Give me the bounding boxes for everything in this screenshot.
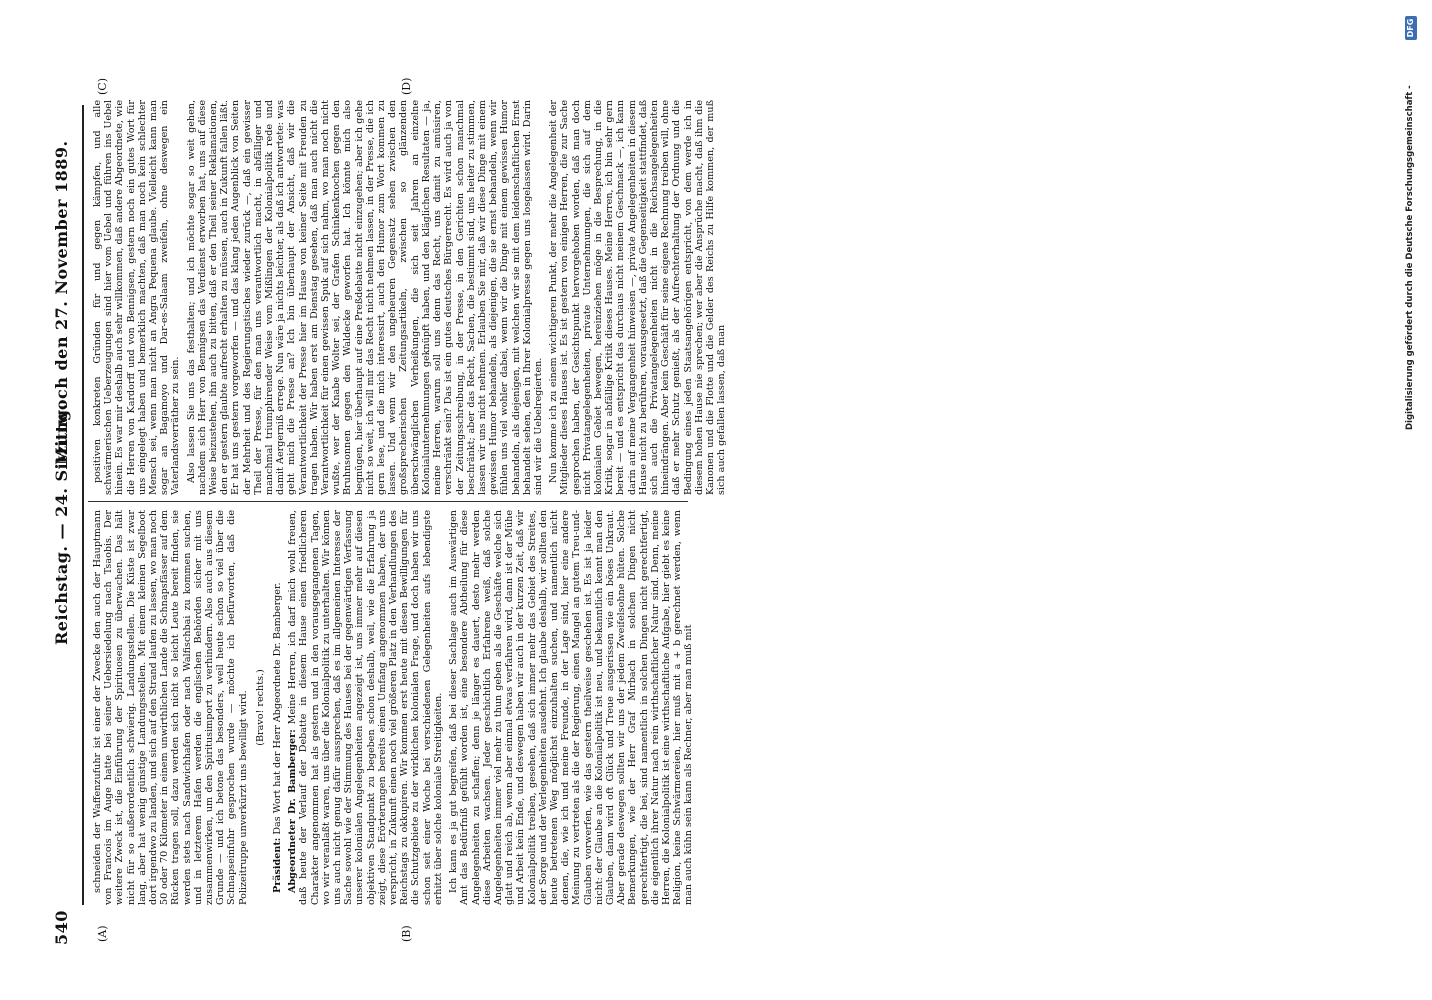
paragraph: Nun komme ich zu einem wichtigeren Punkt, der mehr die Angelegenheit der Mitglieder dieses Hauses ist. Es ist gestern von einigen Herren, die zur Sache gesprochen haben, der Gesichtspunkt hervorgehoben worden, daß man doch nicht Privatangelegenheiten, private Unternehmungen, die sich auf dem kolonialen Gebiet bewegen, hereinziehen möge in die Besprechung, in die Kritik, sogar in abfällige Kritik dieses Hauses. Meine Herren, ich bin sehr gern bereit — und es entspricht das durchaus nicht meinem Geschmack —, ich kann darin auf meine Vergangenheit hinweisen —, private Angelegenheiten in diesem Hause nicht zu berühren, vorausgesetzt, daß die Gegenseitigkeit stattfindet, daß sich auch die Privatangelegenheiten nicht in die Reichsangelegenheiten hineindrängen. Aber kein Geschäft für seine eigene Rechnung treiben will, ohne daß er mehr Schutz genießt, als der Aufrechterhaltung der Ordnung und die Bedingung eines jeden Staatsangehörigen entspricht, von dem werde ich in diesem hohen Hause nie sprechen; wer aber die Ansprüche macht, daß ihm die Kanonen und die Flotte und die Gelder des Reichs zu Hilfe kommen, der muß sich auch gefallen lassen, daß man: [548, 100, 728, 495]
page-header: [52, 65, 74, 945]
header-rule: [82, 105, 84, 905]
margin-marker-d: (D): [400, 77, 413, 95]
left-column: [92, 510, 695, 905]
paragraph: Also lassen Sie uns das festhalten; und ich möchte sogar so weit gehen, nachdem sich Herr von Bennigsen das Verdienst erworben hat, uns auf diese Weise beizustehen, ihn auch zu bitten, daß er den Theil seiner Reklamationen, den er gestern glaubte aufrecht erhalten zu müssen, auch in Zukunft fallen läßt. Er hat uns gestern vorgeworfen — und das klang jeden Augenblick von Seiten der Mehrheit und des Regierungstisches wieder zurück —, daß ein gewisser Theil der Presse, für den man uns verantwortlich macht, in abfälliger und manchmal triumphirender Weise vom Mißlingen der Kolonialpolitik rede und damit Aergerniß errege. Nun wäre ja nichts leichter, als daß ich antwortete: was geht mich die Presse an? Ich bin überhaupt der Ansicht, daß wir die Verantwortlichkeit der Presse hier im Hause von keiner Seite mit Freuden zu tragen haben. Wir haben erst am Dienstag gesehen, daß man auch nicht die Verantwortlichkeit für einen gewissen Spuk auf sich nahm, wo man noch nicht wußte, wer der Knabe Wolter sei, der Grafen Schinkenknochen gegen den Bruhnsonnen gegen den Waldecke geworfen hat. Ich könnte mich also begnügen, hier überhaupt auf eine Preßdebatte nicht einzugehen; aber ich gehe nicht so weit, ich will mir das Recht nicht nehmen lassen, in der Presse, die ich gern lese, und die mich interessirt, auch den Humor zum Wort kommen zu lassen. Und wenn wir den ungeheuren Gegensatz sehen zwischen den großsprecherischen Zeitungsartikeln, zwischen so glänzenden überschwänglichen Verheißungen, die sich seit Jahren an einzelne Kolonialunternehmungen geknüpft haben, und den kläglichen Resultaten — ja, meine Herren, warum soll uns denn das Recht, uns damit zu amüsiren, verschränkt sein? Das ist ein gutes deutsches Bürgerrecht. Es wird auch ja von der Zeitungsschreibung, in der Presse, in den Gerichten schon manchmal beschränkt; aber das Recht, Sachen, die bestimmt sind, uns heiter zu stimmen, lassen wir uns nicht nehmen. Erlauben Sie mir, daß wir diese Dinge mit einem gewissen Humor behandeln, als diejenigen, die sie ernst behandeln, wenn wir fühlen uns viel wohler dabei, wenn wir die Dinge mit einem gewissen Humor behandeln, als diejenigen, mit welchen wir sie mit dem leidenschaftlichen Ernst behandelt sehen, den in Ihrer Kolonialpresse gegen uns losgelassen wird. Darin sind wir die Uebelregierten.: [185, 100, 544, 495]
paragraph: Ich kann es ja gut begreifen, daß bei dieser Sachlage auch im Auswärtigen Amt das Bedürfniß gefühlt worden ist, eine besondere Abtheilung für diese Angelegenheiten zu schaffen; denn je länger es dauert, desto mehr werden diese Arbeiten wachsen. Jeder geschichtlich Erfahrene weiß, daß solche Angelegenheiten immer viel mehr zu thun geben als die Geschäfte welche sich glatt und reich ab, wenn aber einmal etwas verfahren wird, dann ist der Mühe und Arbeit kein Ende, und deswegen haben wir auch in der kurzen Zeit, daß wir Kolonialpolitik treiben, gesehen, daß sich immer mehr das Gebiet des Streites, der Sorge und der Verlegenheiten ausdehnt. Ich glaube deshalb, wir sollten den heute betretenen Weg möglichst einzuhalten suchen, und namentlich nicht denen, die, wie ich und meine Freunde, in der Lage sind, hier eine andere Meinung zu vertreten als die der Regierung, einen Mangel an gutem Treu-und-Glauben vorwerfen, wie das gestern theilweise geschehen ist. Es ist ja leider nicht: der Glaube an die Kolonialpolitik ist neu, und bekanntlich kennt man den Glauben, dann wird oft Glück und Treue ausgerissen wie ein böses Unkraut. Aber gerade deswegen sollten wir uns der jedem Zweifelsohne hüten. Solche Bemerkungen, wie der Herr Graf Mirbach in solchen Dingen nicht gerechtfertigt, die bei, sind namentlich in solchen Dingen nicht gerechtfertigt, die eigentlich ihrer Natur nach rein wirthschaftlicher Natur sind. Denn, meine Herren, die Kolonialpolitik ist eine wirthschaftliche Aufgabe, hier giebt es keine Religion, keine Schwärmereien, hier muß mit a + b gerechnet werden, wenn man auch kühn sein kann als Rechner, aber man muß mit: [448, 510, 695, 905]
column-divider: [88, 501, 688, 502]
dfg-logo: DFG: [1405, 16, 1417, 40]
margin-marker-b: (B): [400, 925, 413, 942]
applause-note: (Bravo! rechts.): [254, 669, 266, 746]
margin-marker-a: (A): [96, 925, 109, 942]
paragraph: positiven konkreten Gründen für und gegen kämpfen, und alle schwärmerischen Ueberzeugungen sind hier vom Uebel und führen ins Uebel hinein. Es war mir deshalb auch sehr willkommen, daß andere Abgeordnete, wie die Herren von Kardorff und von Bennigsen, gestern noch ein gutes Wort für uns eingelegt haben und bemerklich machten, daß man noch kein schlechter Mensch sei, wenn man nicht an Angra Pequena glaube. Vielleicht kann man sogar an Bagamoyo und Dar-es-Salaam zweifeln, ohne deswegen ein Vaterlandsverräther zu sein.: [92, 100, 182, 495]
speaker-label: Präsident:: [272, 837, 284, 893]
digitization-credit: Digitalisierung gefördert durch die Deutsche Forschungsgemeinschaft -: [1405, 85, 1415, 430]
speaker-label: Abgeordneter Dr. Bamberger:: [287, 729, 299, 893]
page-number: 540: [52, 910, 71, 945]
session-date: Mittwoch den 27. November 1889.: [52, 140, 71, 465]
speech-text: Meine Herren, ich darf mich wohl freuen, daß heute der Verlauf der Debatte in diesem Hause einen friedlicheren Charakter angenommen hat als gestern und in den vorausgegangenen Tagen, wo wir veranlaßt waren, uns über die Kolonialpolitik zu unterhalten. Wir können uns auch nicht genug dafür aussprechen, daß es im allgemeinen Interesse der Sache sowohl wie der Stimmung des Hauses bei der gegenwärtigen Verfassung unserer kolonialen Angelegenheiten angezeigt ist, uns immer mehr auf diesen objektiven Standpunkt zu begeben schon deshalb, weil, wie die Erfahrung ja zeigt, diese Erörterungen bereits einen Umfang angenommen haben, der uns verspricht, in Zukunft einen noch viel größeren Platz in den Verhandlungen des Reichstags zu okkupiren. Wir kommen erst heute mit diesen Bewilligungen für die Schutzgebiete zu der wirklichen kolonialen Frage, und doch haben wir uns schon seit einer Woche bei verschiedenen Gelegenheiten aufs lebendigste erhitzt über solche koloniale Streitigkeiten.: [287, 510, 444, 905]
president-statement: [272, 510, 283, 905]
paragraph: schneiden der Waffenzufuhr ist einer der Zwecke den auch der Hauptmann von Francois im Auge hatte bei seiner Uebersiedelung nach Tsaobis. Der weitere Zweck ist, die Einführung der Spirituosen zu überwachen. Das hält nicht für so außerordentlich schwierig. Landungsstellen. Die Küste ist zwar lang, aber hat wenig günstige Landungsstellen. Mit einem kleinen Segelboot dort irgendwo zu landen, und sich auf den Strand laufen zu lassen, wo man noch 50 oder 70 Kilometer in einem unwirthlichen Lande die Schnapsfässer auf dem Rücken tragen soll, dazu werden sich nicht so leicht Leute bereit finden, sie werden stets nach Sandwichhafen oder nach Walfischbai zu kommen suchen, und in letzterem Hafen werden die englischen Behörden sicher mit uns zusammenwirken, um den Spiritusimport zu verhindern. Also auch aus diesem Grunde — und ich betone das besonders, weil heute schon so viel über die Schnapseinfuhr gesprochen wurde — möchte ich befürworten, daß die Polizeitruppe unverkürzt uns bewilligt wird.: [92, 510, 249, 905]
margin-marker-c: (C): [96, 78, 109, 95]
session-title: Reichstag. — 24. Sitzung.: [52, 403, 71, 645]
right-column: [92, 100, 728, 495]
speech-text: Das Wort hat der Herr Abgeordnete Dr. Bamberger.: [272, 582, 284, 835]
speech-paragraph: [287, 510, 444, 905]
